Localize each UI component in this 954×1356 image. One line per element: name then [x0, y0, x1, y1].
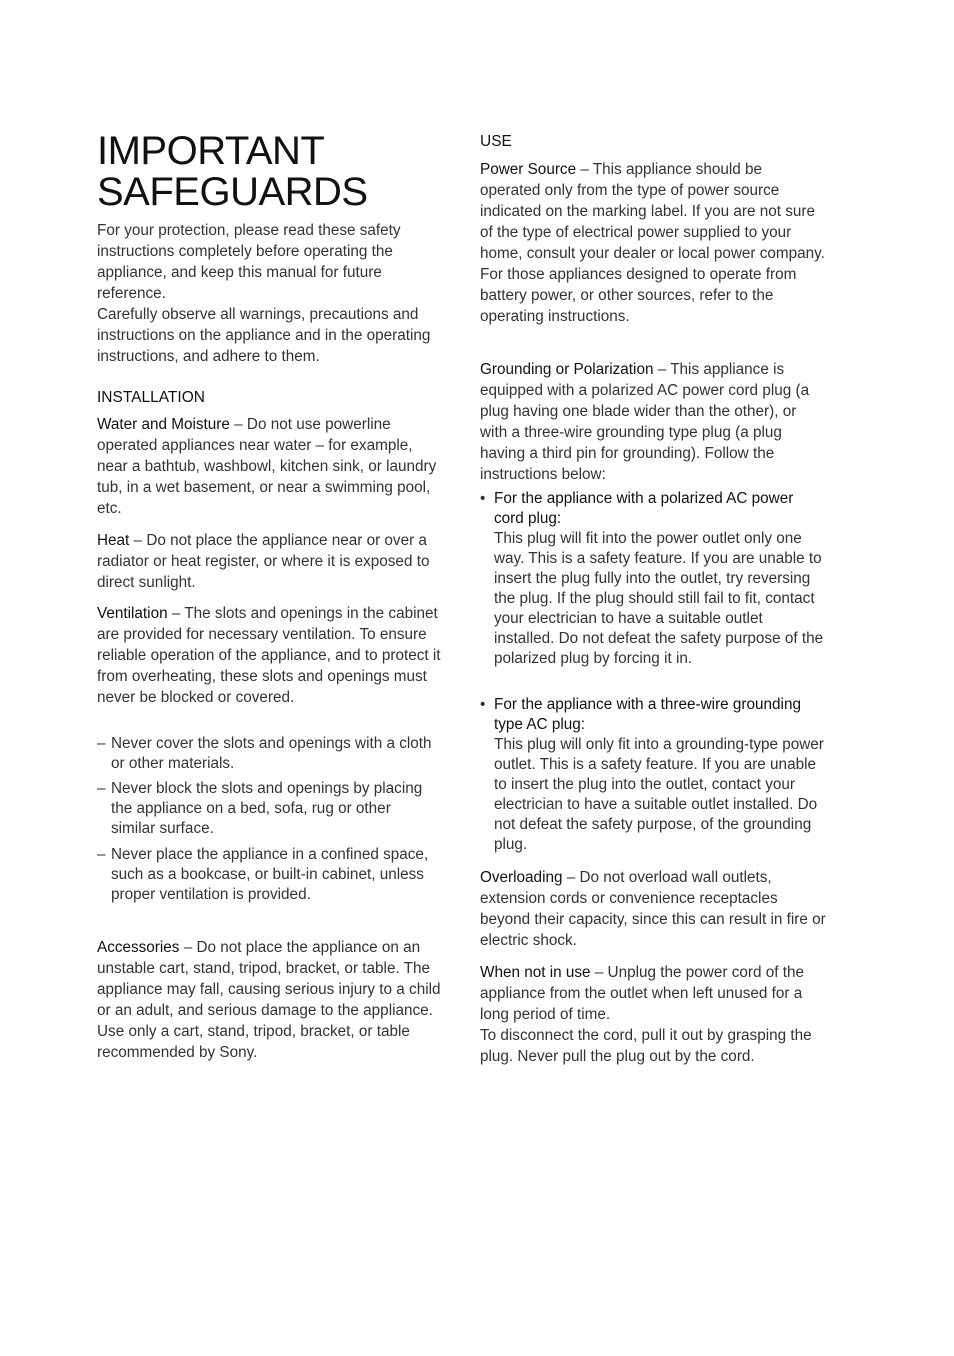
accessories-paragraph [97, 937, 442, 1063]
ventilation-dash-item [97, 734, 433, 774]
dash-mark: – [97, 846, 106, 863]
dash-item-text: Never block the slots and openings by placing the appliance on a bed, sofa, rug or other similar surface. [111, 780, 423, 837]
overloading-lead: Overloading [480, 869, 563, 886]
ventilation-text: – The slots and openings in the cabinet are provided for necessary ventilation. To ensure reliable operation of the appliance, and to protect it from overheating, these slots and openings must never be blocked or covered. [97, 605, 441, 706]
heat-paragraph [97, 530, 442, 593]
intro-paragraph-2: Carefully observe all warnings, precautions and instructions on the appliance and in the operating instructions, and adhere to them. [97, 306, 431, 365]
installation-heading: INSTALLATION [97, 389, 205, 406]
water-moisture-paragraph [97, 414, 442, 519]
dash-item-text: Never place the appliance in a confined space, such as a bookcase, or built-in cabinet, unless proper ventilation is provided. [111, 846, 429, 903]
dash-item-text: Never cover the slots and openings with a cloth or other materials. [111, 735, 432, 772]
overloading-paragraph [480, 867, 826, 951]
intro-paragraph-1: For your protection, please read these safety instructions completely before operating the appliance, and keep this manual for future reference. [97, 222, 401, 302]
grounding-bullet-item [480, 489, 826, 669]
use-heading: USE [480, 133, 512, 150]
power-source-text: – This appliance should be operated only from the type of power source indicated on the marking label. If you are not sure of the type of electrical power supplied to your home, consult your dealer or local power company. For those appliances designed to operate from battery power, or other sources, refer to the operating instructions. [480, 161, 825, 325]
page-title [97, 131, 368, 213]
dash-mark: – [97, 780, 106, 797]
overloading-text: – Do not overload wall outlets, extension cords or convenience receptacles beyond their capacity, since this can result in fire or electric shock. [480, 869, 826, 949]
bullet-mark: • [480, 696, 486, 713]
power-source-lead: Power Source [480, 161, 577, 178]
grounding-lead: Grounding or Polarization [480, 361, 654, 378]
ventilation-dash-item [97, 845, 433, 905]
ventilation-dash-item [97, 779, 433, 839]
water-moisture-lead: Water and Moisture [97, 416, 230, 433]
grounding-bullet-item [480, 695, 826, 855]
not-in-use-lead: When not in use [480, 964, 591, 981]
accessories-lead: Accessories [97, 939, 180, 956]
ventilation-lead: Ventilation [97, 605, 168, 622]
bullet-heading: For the appliance with a polarized AC power cord plug: [494, 490, 794, 527]
accessories-text: – Do not place the appliance on an unstable cart, stand, tripod, bracket, or table. The appliance may fall, causing serious injury to a child or an adult, and serious damage to the appliance. Use only a cart, stand, tripod, bracket, or table recommended by Sony. [97, 939, 441, 1061]
grounding-paragraph [480, 359, 826, 485]
heat-lead: Heat [97, 532, 130, 549]
not-in-use-paragraph-2: To disconnect the cord, pull it out by grasping the plug. Never pull the plug out by the cord. [480, 1027, 812, 1065]
bullet-mark: • [480, 490, 486, 507]
bullet-body: This plug will fit into the power outlet only one way. This is a safety feature. If you are unable to insert the plug fully into the outlet, try reversing the plug. If the plug should still fail to fit, contact your electrician to have a suitable outlet installed. Do not defeat the safety purpose of the polarized plug by forcing it in. [494, 530, 824, 667]
title-line-2: SAFEGUARDS [97, 170, 368, 214]
power-source-paragraph [480, 159, 826, 327]
heat-text: – Do not place the appliance near or over a radiator or heat register, or where it is exposed to direct sunlight. [97, 532, 430, 591]
not-in-use-paragraph [480, 962, 826, 1025]
title-line-1: IMPORTANT [97, 129, 325, 173]
not-in-use-text: – Unplug the power cord of the appliance from the outlet when left unused for a long period of time. [480, 964, 804, 1023]
dash-mark: – [97, 735, 106, 752]
grounding-text: – This appliance is equipped with a polarized AC power cord plug (a plug having one blade wider than the other), or with a three-wire grounding type plug (a plug having a third pin for grounding). Follow the instructions below: [480, 361, 810, 483]
water-moisture-text: – Do not use powerline operated appliances near water – for example, near a bathtub, washbowl, kitchen sink, or laundry tub, in a wet basement, or near a swimming pool, etc. [97, 416, 437, 517]
ventilation-paragraph [97, 603, 442, 708]
bullet-heading: For the appliance with a three-wire grounding type AC plug: [494, 696, 801, 733]
bullet-body: This plug will only fit into a grounding-type power outlet. This is a safety feature. If you are unable to insert the plug into the outlet, contact your electrician to have a suitable outlet installed. Do not defeat the safety purpose, of the grounding plug. [494, 736, 824, 853]
